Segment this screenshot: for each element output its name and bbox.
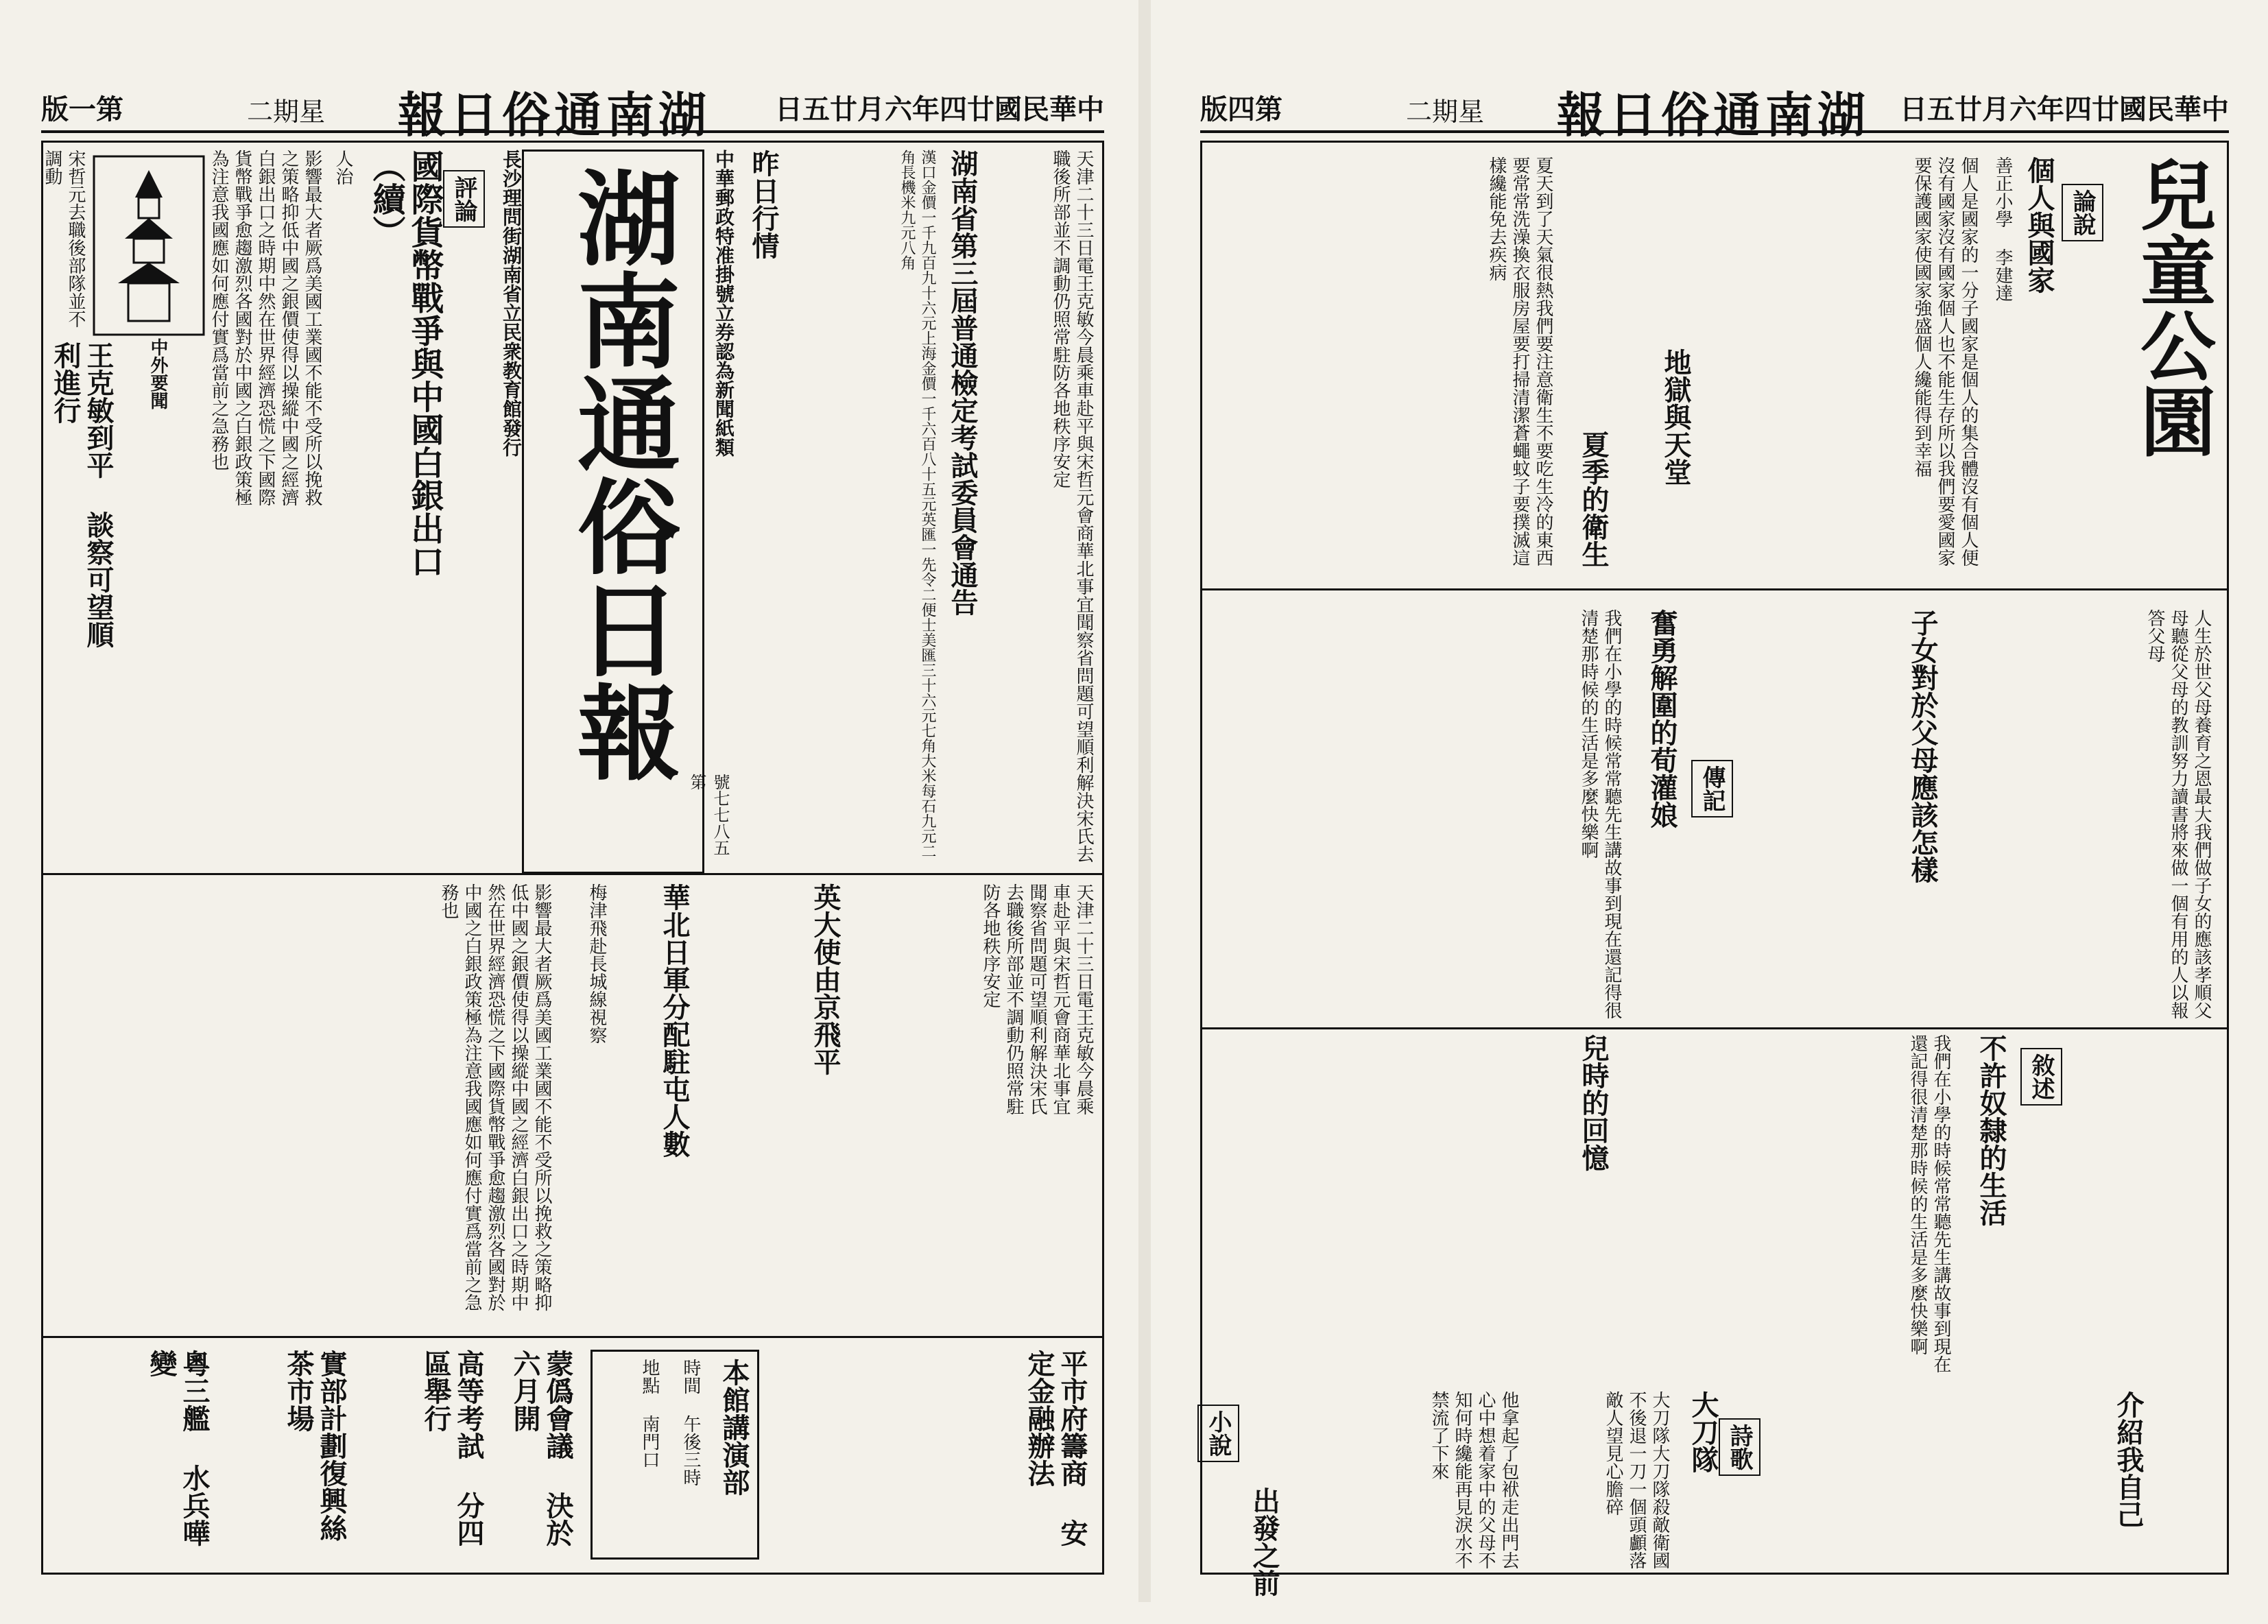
narr2-title: 兒時的回憶 (1577, 1034, 1610, 1171)
page-number: 版一第 (41, 93, 123, 126)
lecture-title: 本館講演部 (718, 1359, 750, 1496)
left-page (0, 0, 1132, 1602)
right-divider (1202, 588, 2227, 590)
left-divider-2 (43, 1336, 1102, 1338)
essay4-title: 子女對於父母應該怎樣 (1907, 609, 1939, 883)
news7-title: 蒙僞會議 決於六月開 (509, 1350, 574, 1547)
bio-body: 我們在小學的時候常常聽先生講故事到現在還記得很清楚那時候的生活是多麼快樂啊 (1578, 609, 1622, 1019)
lecture-time: 時間 午後三時 (680, 1359, 701, 1486)
editorial-author: 人治 (333, 150, 353, 185)
intl-news-label: 中外要聞 (147, 338, 168, 409)
news2-title: 英大使由京飛平 (809, 883, 841, 1075)
news1-sub: 宋哲元去職後部隊並不調動 (42, 150, 86, 328)
summer-body: 夏天到了天氣很熱我們要注意衛生不要吃生冷的東西要常常洗澡換衣服房屋要打掃清潔蒼蠅蚊子要撲滅這樣纔能免去疾病 (1486, 156, 1553, 566)
issue-number: 號七七八五第 (687, 774, 730, 856)
bio-title: 奮勇解圍的荀灌娘 (1646, 609, 1678, 828)
pagoda-illustration (94, 156, 204, 335)
lecture-box (590, 1350, 759, 1560)
novel-title: 出發之前 (1248, 1487, 1280, 1597)
news3-sub: 梅津飛赴長城線視察 (586, 883, 607, 1044)
lower-left-body: 影響最大者厥爲美國工業國不能不受所以挽救之策略抑低中國之銀價使得以操縱中國之經濟白銀出口之時期中然在世界經濟恐慌之下國際貨幣戰爭愈趨激烈各國對於中國之白銀政策極為注意我國應如何應付實爲當前之急務也 (438, 883, 552, 1311)
narr-body: 我們在小學的時候常常聽先生講故事到現在還記得很清楚那時候的生活是多麼快樂啊 (1907, 1034, 1951, 1373)
narr-tag: 敘述 (2020, 1048, 2062, 1106)
issue-date: 日五廿月六年四廿國民華中 (1900, 93, 2229, 126)
editorial-title: 國際貨幣戰爭與中國白銀出口（續） (367, 150, 444, 577)
issue-date: 日五廿月六年四廿國民華中 (775, 93, 1104, 126)
news5-title: 粵三艦 水兵嘩變 (145, 1350, 211, 1547)
publisher-line: 長沙理問街湖南省立民衆教育館發行 (500, 150, 523, 457)
section-title: 兒童公園 (2128, 156, 2217, 458)
child-body: 人生於世父母養育之恩最大我們做子女的應該孝順父母聽從父母的教訓努力讀書將來做一個有用的人以報答父母 (2145, 609, 2212, 1019)
left-body (41, 141, 1104, 1575)
right-page (1159, 0, 2256, 1602)
right-divider-2 (1202, 1027, 2227, 1029)
right-header (1200, 75, 2229, 143)
news6-title: 平市府籌商 安定金融辦法 (1023, 1350, 1088, 1547)
page-number: 版四第 (1200, 93, 1282, 126)
paper-title: 報日俗通南湖 (1557, 86, 1870, 143)
bio-tag: 傳記 (1691, 760, 1733, 817)
poem-title: 大刀隊 (1687, 1391, 1719, 1473)
essay2-title: 夏季的衛生 (1577, 431, 1610, 568)
market-title: 昨日行情 (748, 150, 780, 259)
lower-right-body: 天津二十三日電王克敏今晨乘車赴平與宋哲元會商華北事宜聞察省問題可望順利解決宋氏去職後所部並不調動仍照常駐防各地秩序安定 (980, 883, 1094, 1115)
news1-title: 王克敏到平 談察可望順利進行 (49, 342, 115, 648)
registration-line: 中華郵政特准掛號立券認為新聞紙類 (713, 150, 735, 457)
masthead: 湖南通俗日報 (560, 165, 680, 783)
editorial-body: 影響最大者厥爲美國工業國不能不受所以挽救之策略抑低中國之銀價使得以操縱中國之經濟白銀出口之時期中然在世界經濟恐慌之下國際貨幣戰爭愈趨激烈各國對於中國之白銀政策極為注意我國應如何應付實爲當前之急務也 (208, 150, 322, 506)
novel-tag: 小說 (1197, 1405, 1239, 1462)
lecture-place: 地點 南門口 (639, 1359, 660, 1468)
left-divider (43, 873, 1102, 875)
right-body (1200, 141, 2229, 1597)
essay-title: 個人與國家 (2023, 156, 2055, 294)
paper-title: 報日俗通南湖 (398, 86, 711, 143)
essay-author: 善正小學 李建達 (1992, 156, 2013, 302)
notice-body: 天津二十三日電王克敏今晨乘車赴平與宋哲元會商華北事宜聞察省問題可望順利解決宋氏去職後所部並不調動仍照常駐防各地秩序安定 (1050, 150, 1094, 863)
essay-tag: 論說 (2062, 184, 2103, 241)
poem-body: 大刀隊大刀隊殺敵衛國不後退一刀一個頭顱落敵人望見心膽碎 (1603, 1391, 1670, 1569)
essay3-title: 地獄與天堂 (1660, 348, 1692, 486)
page-fold (1138, 0, 1151, 1602)
market-body: 漢口金價一千九百九十六元上海金價一千六百八十五元英匯一先令二便士美匯三十六元七角大米每石九元二角長機米九元八角 (898, 150, 936, 859)
news3-title: 華北日軍分配駐屯人數 (658, 883, 691, 1158)
intro-title: 介紹我自己 (2112, 1391, 2145, 1528)
novel-body: 他拿起了包袱走出門去心中想着家中的父母不知何時纔能再見淚水不禁流了下來 (1429, 1391, 1519, 1569)
news4-title: 實部計劃復興絲茶市場 (283, 1350, 348, 1542)
weekday: 二期星 (1406, 97, 1485, 127)
news8-title: 高等考試 分四區舉行 (420, 1350, 485, 1547)
essay-body: 個人是國家的一分子國家是個人的集合體沒有個人便沒有國家沒有國家個人也不能生存所以我們要愛國家要保護國家使國家強盛個人纔能得到幸福 (1911, 156, 1979, 566)
notice-title: 湖南省第三屆普通檢定考試委員會通告 (946, 150, 979, 616)
weekday: 二期星 (247, 97, 326, 127)
narr-title: 不許奴隸的生活 (1975, 1034, 2007, 1226)
editorial-tag: 評論 (443, 170, 485, 228)
poem-tag: 詩歌 (1719, 1418, 1760, 1476)
masthead-box (522, 150, 704, 874)
left-header (41, 75, 1104, 143)
